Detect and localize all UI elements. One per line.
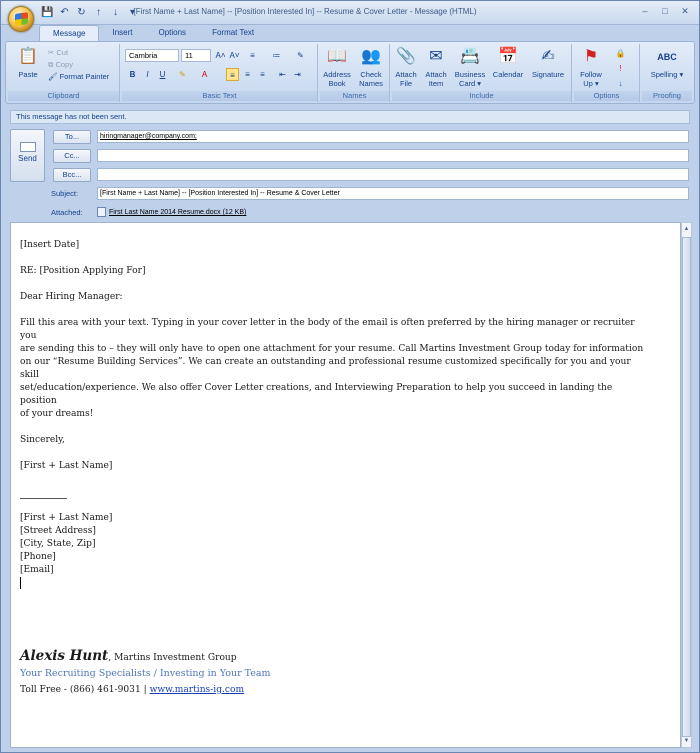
bcc-field[interactable] [97, 168, 689, 181]
address-book-icon: 📖 [327, 48, 347, 65]
paperclip-icon: 📎 [396, 48, 416, 65]
tab-options[interactable]: Options [158, 28, 187, 37]
tab-insert[interactable]: Insert [112, 28, 133, 37]
address-book-label-2: Book [328, 79, 346, 88]
attach-item-label-1: Attach [425, 70, 447, 79]
subject-label: Subject: [51, 189, 79, 198]
business-card-label-2: Card [458, 79, 476, 88]
to-field[interactable] [97, 130, 689, 143]
cut-label: Cut [56, 48, 69, 57]
address-line: [Phone] [20, 552, 56, 562]
address-line: [City, State, Zip] [20, 539, 96, 549]
office-logo-icon [15, 12, 28, 26]
maximize-icon[interactable]: □ [662, 6, 668, 16]
to-recipient: hiringmanager@company.com; [100, 133, 197, 140]
options-group [574, 44, 640, 102]
signature-button[interactable] [528, 46, 568, 79]
names-group [320, 44, 390, 102]
customize-toolbar-icon[interactable]: ▾ [129, 7, 136, 18]
attached-label: Attached: [51, 208, 83, 217]
window-controls [637, 4, 693, 18]
calendar-label: Calendar [492, 70, 524, 79]
next-item-icon[interactable]: ↓ [113, 7, 118, 18]
text-cursor [20, 577, 21, 589]
format-painter-label: Format Painter [59, 72, 110, 81]
letter-paragraph-line: on our “Resume Building Services”. We can create an outstanding and professional resume customized specifically for you and your skill [20, 357, 631, 380]
options-group-label: Options [574, 91, 639, 101]
align-left-icon[interactable]: ≡ [226, 68, 239, 81]
attach-file-button[interactable] [392, 46, 420, 88]
letter-content [20, 239, 650, 577]
to-button[interactable]: To... [53, 130, 91, 144]
signature-contact [20, 682, 271, 698]
redo-icon[interactable]: ↻ [77, 7, 86, 18]
bold-button[interactable]: B [129, 70, 136, 79]
attach-item-label-2: Item [428, 79, 444, 88]
address-line: [First + Last Name] [20, 513, 113, 523]
copy-label: Copy [55, 60, 73, 69]
follow-up-label-2: Up [583, 79, 593, 88]
high-importance-icon[interactable]: ! [619, 64, 622, 73]
underline-button[interactable]: U [159, 70, 166, 79]
check-names-label-2: Names [359, 79, 383, 88]
office-button[interactable] [8, 6, 34, 32]
permission-icon[interactable]: 🔒 [615, 49, 626, 58]
attach-item-button[interactable] [422, 46, 450, 88]
grow-font-icon[interactable]: A˄ [215, 51, 226, 60]
address-book-button[interactable] [320, 46, 354, 88]
proofing-group [642, 44, 692, 102]
font-color-icon[interactable]: A [201, 70, 208, 79]
spelling-label: Spelling [650, 70, 678, 79]
signature-name-line [20, 648, 271, 666]
scroll-down-icon[interactable]: ▼ [683, 738, 690, 744]
tab-message[interactable]: Message [39, 25, 99, 42]
signature-line [20, 486, 67, 499]
include-group [392, 44, 572, 102]
close-icon[interactable]: ✕ [681, 6, 689, 16]
include-group-label: Include [392, 91, 571, 101]
info-bar: This message has not been sent. [10, 110, 690, 124]
vertical-scrollbar[interactable] [681, 222, 692, 748]
tab-format-text[interactable]: Format Text [212, 28, 255, 37]
basic-text-group [122, 44, 318, 102]
signature-tagline: Your Recruiting Specialists / Investing in Your Team [20, 668, 271, 679]
clear-formatting-icon[interactable]: ✎ [297, 51, 304, 60]
ribbon-tabs [39, 25, 267, 42]
signature-company: , Martins Investment Group [108, 653, 237, 663]
flag-icon: ⚑ [583, 48, 599, 65]
letter-paragraph-line: Fill this area with your text. Typing in your cover letter in the body of the email is often preferred by the hiring manager or recruiter you [20, 318, 635, 341]
highlight-icon[interactable]: ✎ [179, 70, 186, 79]
attach-file-label-1: Attach [395, 70, 417, 79]
cc-button[interactable]: Cc... [53, 149, 91, 163]
clipboard-group-label: Clipboard [8, 91, 119, 101]
address-line: [Email] [20, 565, 54, 575]
shrink-font-icon[interactable]: A˅ [229, 51, 240, 60]
letter-date: [Insert Date] [20, 240, 80, 250]
numbering-icon[interactable]: ≔ [272, 51, 281, 60]
letter-closing: Sincerely, [20, 435, 65, 445]
address-line: [Street Address] [20, 526, 96, 536]
increase-indent-icon[interactable]: ⇥ [294, 70, 301, 79]
send-button[interactable] [10, 129, 45, 182]
minimize-icon[interactable]: – [642, 6, 648, 16]
check-names-icon: 👥 [361, 48, 381, 65]
business-card-button[interactable]: 📇 Business Card ▾ [454, 48, 486, 88]
cc-field[interactable] [97, 149, 689, 162]
bullets-icon[interactable]: ≡ [250, 51, 255, 60]
subject-field[interactable]: [First Name + Last Name] -- [Position Interested In] -- Resume & Cover Letter [97, 187, 689, 200]
attachment-link[interactable] [97, 207, 246, 217]
cut-button[interactable]: ✂ Cut [48, 48, 69, 57]
italic-button[interactable]: I [146, 70, 149, 79]
business-card-icon: 📇 [460, 48, 480, 65]
signature-phone: Toll Free - (866) 461-9031 | [20, 685, 150, 695]
copy-button[interactable]: ⧉ Copy [48, 60, 73, 69]
letter-paragraph-line: are sending this to – they will only have to open one attachment for your resume. Call Martins Investment Group today for information [20, 344, 644, 354]
signature-name: Alexis Hunt [20, 648, 109, 664]
word-document-icon [97, 207, 106, 217]
envelope-icon: ✉ [429, 48, 443, 65]
send-label: Send [18, 154, 37, 163]
check-names-button[interactable] [354, 46, 388, 88]
paste-label: Paste [18, 70, 38, 79]
previous-item-icon[interactable]: ↑ [96, 7, 101, 18]
send-icon [20, 142, 36, 152]
spelling-icon: ABC [657, 52, 677, 62]
proofing-group-label: Proofing [642, 91, 692, 101]
scrollbar-thumb[interactable] [682, 237, 691, 737]
spelling-button[interactable]: ABC Spelling ▾ [646, 46, 688, 79]
format-painter-button[interactable]: 🖌 Format Painter [48, 72, 110, 81]
title-bar [1, 1, 699, 25]
decrease-indent-icon[interactable]: ⇤ [279, 70, 286, 79]
email-signature [20, 648, 271, 698]
align-center-icon[interactable]: ≡ [245, 70, 250, 79]
window-title: [First Name + Last Name] -- [Position Interested In] -- Resume & Cover Letter - Message (HTML) [133, 7, 477, 16]
follow-up-button[interactable]: ⚑ Follow Up ▾ [580, 48, 602, 88]
check-names-label-1: Check [360, 70, 382, 79]
names-group-label: Names [320, 91, 389, 101]
font-size-select[interactable]: 11 [181, 49, 211, 62]
letter-signer: [First + Last Name] [20, 461, 113, 471]
signature-label: Signature [531, 70, 565, 79]
address-book-label-1: Address [323, 70, 351, 79]
signature-icon: ✍ [541, 48, 555, 65]
low-importance-icon[interactable]: ↓ [618, 79, 623, 88]
calendar-icon: 📅 [498, 48, 518, 65]
signature-website-link[interactable]: www.martins-ig.com [149, 685, 245, 695]
attach-file-label-2: File [399, 79, 413, 88]
align-right-icon[interactable]: ≡ [260, 70, 265, 79]
font-name-select[interactable]: Cambria [125, 49, 179, 62]
follow-up-label-1: Follow [580, 70, 602, 79]
attachment-name: First Last Name 2014 Resume.docx (12 KB) [109, 208, 247, 216]
message-body[interactable] [10, 222, 681, 748]
ribbon [5, 41, 695, 104]
letter-paragraph-line: set/education/experience. We also offer Cover Letter creations, and Interviewing Preparation to help you succeed in landing the position [20, 383, 613, 406]
business-card-label-1: Business [454, 70, 486, 79]
scroll-up-icon[interactable]: ▲ [683, 226, 690, 232]
basic-text-group-label: Basic Text [122, 91, 317, 101]
clipboard-group [8, 44, 120, 102]
paste-icon: 📋 [18, 48, 38, 65]
paste-button[interactable] [12, 46, 44, 79]
letter-paragraph-line: of your dreams! [20, 409, 94, 419]
calendar-button[interactable] [490, 46, 526, 79]
undo-icon[interactable]: ↶ [60, 7, 69, 18]
save-icon[interactable]: 💾 [41, 7, 54, 18]
bcc-button[interactable]: Bcc... [53, 168, 91, 182]
letter-greeting: Dear Hiring Manager: [20, 292, 123, 302]
letter-re: RE: [Position Applying For] [20, 266, 146, 276]
